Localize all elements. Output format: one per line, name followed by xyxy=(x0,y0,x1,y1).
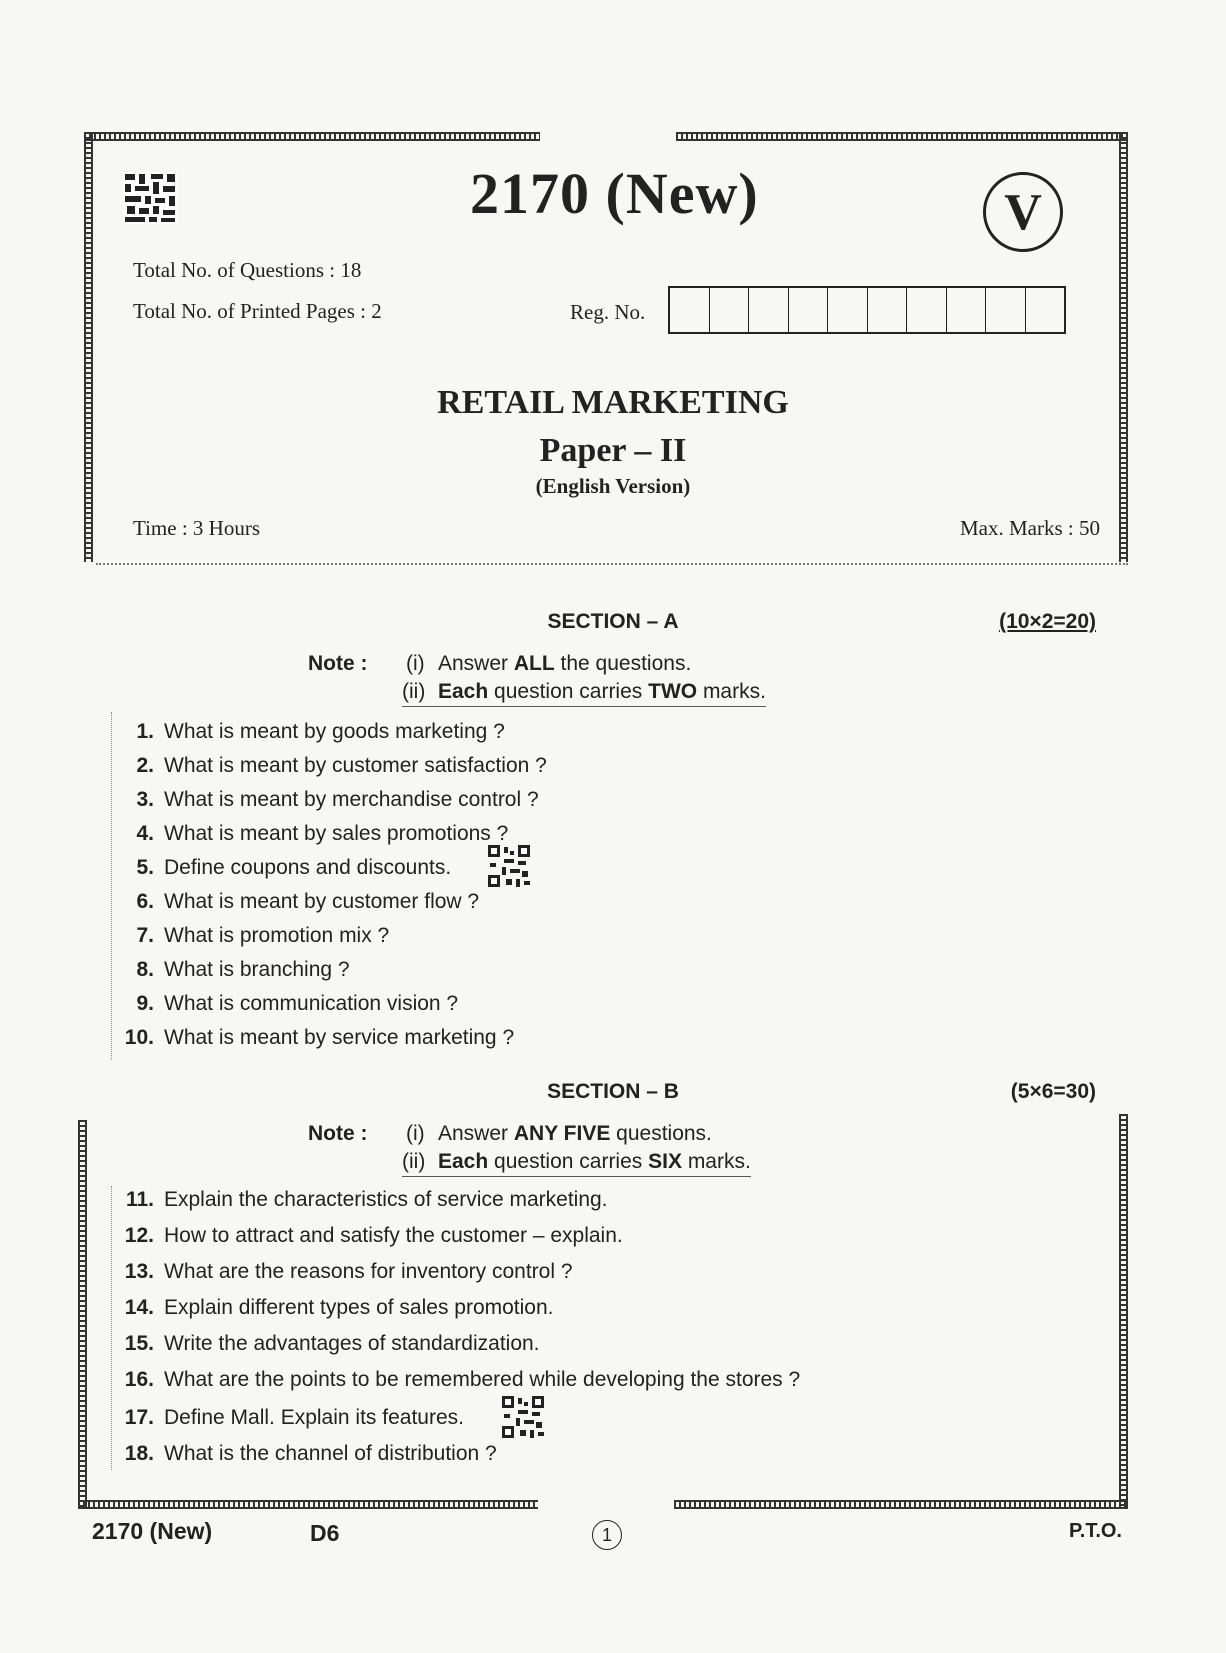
paper-code-title: 2170 (New) xyxy=(470,161,759,226)
section-b-note-1 xyxy=(406,1122,712,1146)
question-10 xyxy=(120,1026,514,1050)
question-text: Explain the characteristics of service marketing. xyxy=(164,1188,608,1211)
question-9 xyxy=(120,992,458,1016)
note-emphasis: Each xyxy=(438,680,489,703)
total-questions: Total No. of Questions : 18 xyxy=(133,258,362,282)
question-2 xyxy=(120,754,547,778)
section-a-note-2 xyxy=(402,680,766,707)
header-border-top-left xyxy=(84,132,540,141)
question-text: What is meant by goods marketing ? xyxy=(164,720,505,743)
note-text: the questions. xyxy=(554,652,692,675)
question-text: What are the points to be remembered while developing the stores ? xyxy=(164,1368,801,1391)
note-text: Answer xyxy=(438,652,514,675)
question-7 xyxy=(120,924,389,948)
section-b-margin-line xyxy=(111,1186,112,1470)
section-b-title: SECTION – B xyxy=(547,1080,679,1103)
section-a-note-1 xyxy=(406,652,691,676)
question-number: 6. xyxy=(136,890,154,913)
question-8 xyxy=(120,958,350,982)
question-13 xyxy=(120,1260,573,1284)
section-b-note-label: Note : xyxy=(308,1122,368,1145)
question-text: What is meant by sales promotions ? xyxy=(164,822,509,845)
question-4 xyxy=(120,822,508,846)
paper-title: Paper – II xyxy=(539,432,687,469)
question-5 xyxy=(120,856,451,880)
note-text: questions. xyxy=(610,1122,712,1145)
section-a-marks: (10×2=20) xyxy=(999,610,1096,633)
question-text: What is meant by customer satisfaction ? xyxy=(164,754,547,777)
question-text: What are the reasons for inventory control ? xyxy=(164,1260,573,1283)
question-number: 16. xyxy=(124,1368,154,1391)
question-15 xyxy=(120,1332,540,1356)
question-6 xyxy=(120,890,479,914)
note-num: (i) xyxy=(406,1122,425,1145)
subject-title: RETAIL MARKETING xyxy=(437,384,789,421)
section-b-note-2 xyxy=(402,1150,751,1177)
question-number: 10. xyxy=(124,1026,154,1049)
question-text: What is meant by customer flow ? xyxy=(164,890,480,913)
question-text: What is meant by merchandise control ? xyxy=(164,788,539,811)
question-1 xyxy=(120,720,505,744)
note-text: marks. xyxy=(681,1150,751,1173)
question-number: 3. xyxy=(136,788,154,811)
footer-series: D6 xyxy=(310,1520,340,1546)
question-number: 5. xyxy=(136,856,154,879)
question-18 xyxy=(120,1442,497,1466)
question-text: Explain different types of sales promotion. xyxy=(164,1296,554,1319)
qr-code-icon xyxy=(502,1396,544,1438)
pto-label: P.T.O. xyxy=(1069,1520,1122,1542)
footer-paper-code: 2170 (New) xyxy=(92,1518,213,1544)
question-14 xyxy=(120,1296,554,1320)
question-number: 12. xyxy=(124,1224,154,1247)
reg-no-boxes[interactable] xyxy=(668,286,1066,334)
question-number: 1. xyxy=(136,720,154,743)
question-text: What is promotion mix ? xyxy=(164,924,390,947)
note-text: Answer xyxy=(438,1122,514,1145)
section-b-border-bottom-right xyxy=(674,1500,1128,1509)
section-a-title: SECTION – A xyxy=(547,610,679,633)
note-emphasis: ANY FIVE xyxy=(513,1122,611,1145)
page-number xyxy=(592,1520,622,1550)
note-num: (i) xyxy=(406,652,425,675)
version-label: (English Version) xyxy=(535,474,691,498)
note-emphasis: ALL xyxy=(513,652,555,675)
question-number: 14. xyxy=(124,1296,154,1319)
note-num: (ii) xyxy=(402,1150,426,1173)
time-label: Time : 3 Hours xyxy=(133,516,260,540)
header-border-top-right xyxy=(676,132,1128,141)
question-number: 8. xyxy=(136,958,154,981)
question-text: What is the channel of distribution ? xyxy=(164,1442,497,1465)
question-text: What is branching ? xyxy=(164,958,350,981)
question-text: Define Mall. Explain its features. xyxy=(164,1406,464,1429)
question-number: 17. xyxy=(124,1406,154,1429)
question-17 xyxy=(120,1406,464,1430)
section-b-border-right xyxy=(1119,1114,1128,1508)
qr-code-icon xyxy=(123,172,177,224)
section-b-marks: (5×6=30) xyxy=(1010,1080,1096,1103)
question-text: What is communication vision ? xyxy=(164,992,459,1015)
note-text: marks. xyxy=(697,680,766,703)
header-border-bottom xyxy=(96,563,1128,565)
question-text: What is meant by service marketing ? xyxy=(164,1026,515,1049)
question-16 xyxy=(120,1368,800,1392)
question-number: 15. xyxy=(124,1332,154,1355)
section-a-margin-line xyxy=(111,712,112,1060)
section-b-border-bottom-left xyxy=(78,1500,538,1509)
question-number: 7. xyxy=(136,924,154,947)
printed-pages: Total No. of Printed Pages : 2 xyxy=(133,299,382,323)
version-badge xyxy=(983,172,1063,252)
note-num: (ii) xyxy=(402,680,426,703)
question-number: 2. xyxy=(136,754,154,777)
question-number: 4. xyxy=(136,822,154,845)
question-number: 13. xyxy=(124,1260,154,1283)
note-emphasis: SIX xyxy=(648,1150,682,1173)
qr-code-icon xyxy=(488,845,530,887)
note-emphasis: TWO xyxy=(648,680,698,703)
reg-no-label: Reg. No. xyxy=(570,300,646,324)
max-marks-label: Max. Marks : 50 xyxy=(960,516,1100,540)
question-text: Define coupons and discounts. xyxy=(164,856,452,879)
version-badge-letter: V xyxy=(1004,183,1042,241)
note-text: question carries xyxy=(488,1150,649,1173)
note-emphasis: Each xyxy=(438,1150,489,1173)
question-number: 11. xyxy=(125,1188,154,1211)
section-b-border-left xyxy=(78,1120,87,1508)
question-text: How to attract and satisfy the customer – explain. xyxy=(164,1224,623,1247)
question-number: 9. xyxy=(136,992,154,1015)
note-text: question carries xyxy=(488,680,649,703)
question-text: Write the advantages of standardization. xyxy=(164,1332,540,1355)
page-number-text: 1 xyxy=(601,1524,612,1545)
question-3 xyxy=(120,788,539,812)
question-11 xyxy=(120,1188,608,1212)
question-number: 18. xyxy=(124,1442,154,1465)
section-a-note-label: Note : xyxy=(308,652,368,675)
question-12 xyxy=(120,1224,623,1248)
